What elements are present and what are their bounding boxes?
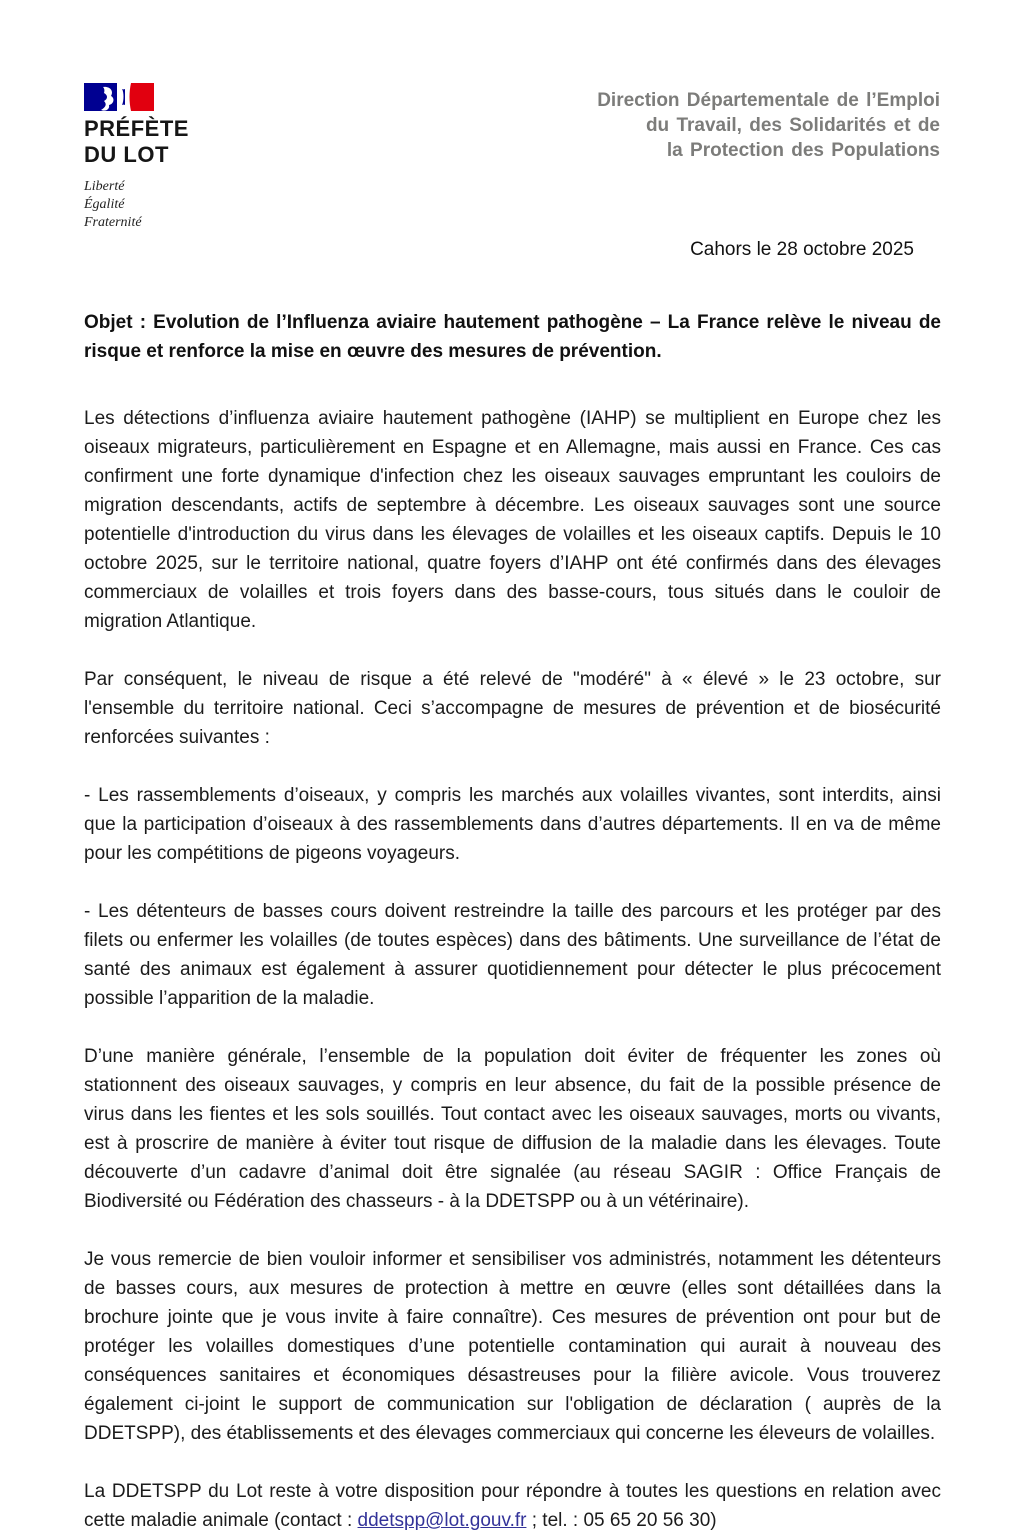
paragraph-rassemblements: - Les rassemblements d’oiseaux, y compris les marchés aux volailles vivantes, sont interdits, ainsi que la participation d’oiseaux à des rassemblements dans d’autres départements. Il en va de même pour les compétitions de pigeons voyageurs. (84, 785, 941, 864)
contact-text-suffix: ; tel. : 05 65 20 56 30) (526, 1510, 717, 1531)
prefecture-name-line2: DU LOT (84, 142, 169, 167)
contact-email-link[interactable]: ddetspp@lot.gouv.fr (357, 1510, 527, 1531)
motto-line-liberte: Liberté (84, 179, 125, 194)
paragraph-risk-level: Par conséquent, le niveau de risque a été relevé de "modéré" à « élevé » le 23 octobre, sur l'ensemble du territoire national. Ceci s’accompagne de mesures de prévention et de biosécurité renforcées suivantes : (84, 669, 941, 748)
direction-line-3: la Protection des Populations (666, 140, 940, 161)
direction-line-2: du Travail, des Solidarités et de (645, 115, 940, 136)
paragraph-detections: Les détections d’influenza aviaire hautement pathogène (IAHP) se multiplient en Europe chez les oiseaux migrateurs, particulièrement en Espagne et en Allemagne, mais aussi en France. Ces cas confirment une forte dynamique d'infection chez les oiseaux sauvages empruntant les couloirs de migration descendants, actifs de septembre à décembre. Les oiseaux sauvages sont une source potentielle d'introduction du virus dans les élevages de volailles et les oiseaux captifs. Depuis le 10 octobre 2025, sur le territoire national, quatre foyers d’IAHP ont été confirmés dans des élevages commerciaux de volailles et trois foyers dans des basse-cours, tous situés dans le couloir de migration Atlantique. (84, 408, 941, 632)
letter-body (84, 308, 941, 1535)
prefecture-name (84, 116, 304, 168)
paragraph-remerciements: Je vous remercie de bien vouloir informer et sensibiliser vos administrés, notamment les détenteurs de basses cours, aux mesures de protection à mettre en œuvre (elles sont détaillées dans la brochure jointe que je vous invite à faire connaître). Ces mesures de prévention ont pour but de protéger les volailles domestiques d’une potentielle contamination qui aurait à nouveau des conséquences sanitaires et économiques désastreuses pour la filière avicole. Vous trouverez également ci-joint le support de communication sur l'obligation de déclaration ( auprès de la DDETSPP), des établissements et des élevages commerciaux qui concerne les éleveurs de volailles. (84, 1249, 941, 1444)
republic-motto (84, 178, 304, 232)
paragraph-basses-cours: - Les détenteurs de basses cours doivent restreindre la taille des parcours et les protéger par des filets ou enfermer les volailles (de toutes espèces) dans des bâtiments. Une surveillance de l’état de santé des animaux est également à assurer quotidiennement pour détecter le plus précocement possible l’apparition de la maladie. (84, 901, 941, 1009)
motto-line-egalite: Égalité (84, 197, 125, 212)
prefecture-name-line1: PRÉFÈTE (84, 116, 189, 141)
place-and-date: Cahors le 28 octobre 2025 (690, 239, 914, 260)
paragraph-contact (84, 1477, 941, 1535)
direction-header (597, 88, 940, 163)
french-flag-marianne-icon (84, 82, 154, 112)
contact-text-prefix: La DDETSPP du Lot reste à votre disposition pour répondre à toutes les questions en relation avec cette maladie animale (contact : (84, 1481, 941, 1531)
prefecture-logo-block (84, 82, 304, 232)
direction-line-1: Direction Départementale de l’Emploi (597, 90, 940, 111)
motto-line-fraternite: Fraternité (84, 215, 142, 230)
paragraph-population: D’une manière générale, l’ensemble de la population doit éviter de fréquenter les zones où stationnent des oiseaux sauvages, y compris en leur absence, du fait de la possible présence de virus dans les fientes et les sols souillés. Tout contact avec les oiseaux sauvages, morts ou vivants, est à proscrire de manière à éviter tout risque de diffusion de la maladie dans les élevages. Toute découverte d’un cadavre d’animal doit être signalée (au réseau SAGIR : Office Français de Biodiversité ou Fédération des chasseurs - à la DDETSPP ou à un vétérinaire). (84, 1046, 941, 1212)
subject-line: Objet : Evolution de l’Influenza aviaire hautement pathogène – La France relève le niveau de risque et renforce la mise en œuvre des mesures de prévention. (84, 312, 941, 362)
